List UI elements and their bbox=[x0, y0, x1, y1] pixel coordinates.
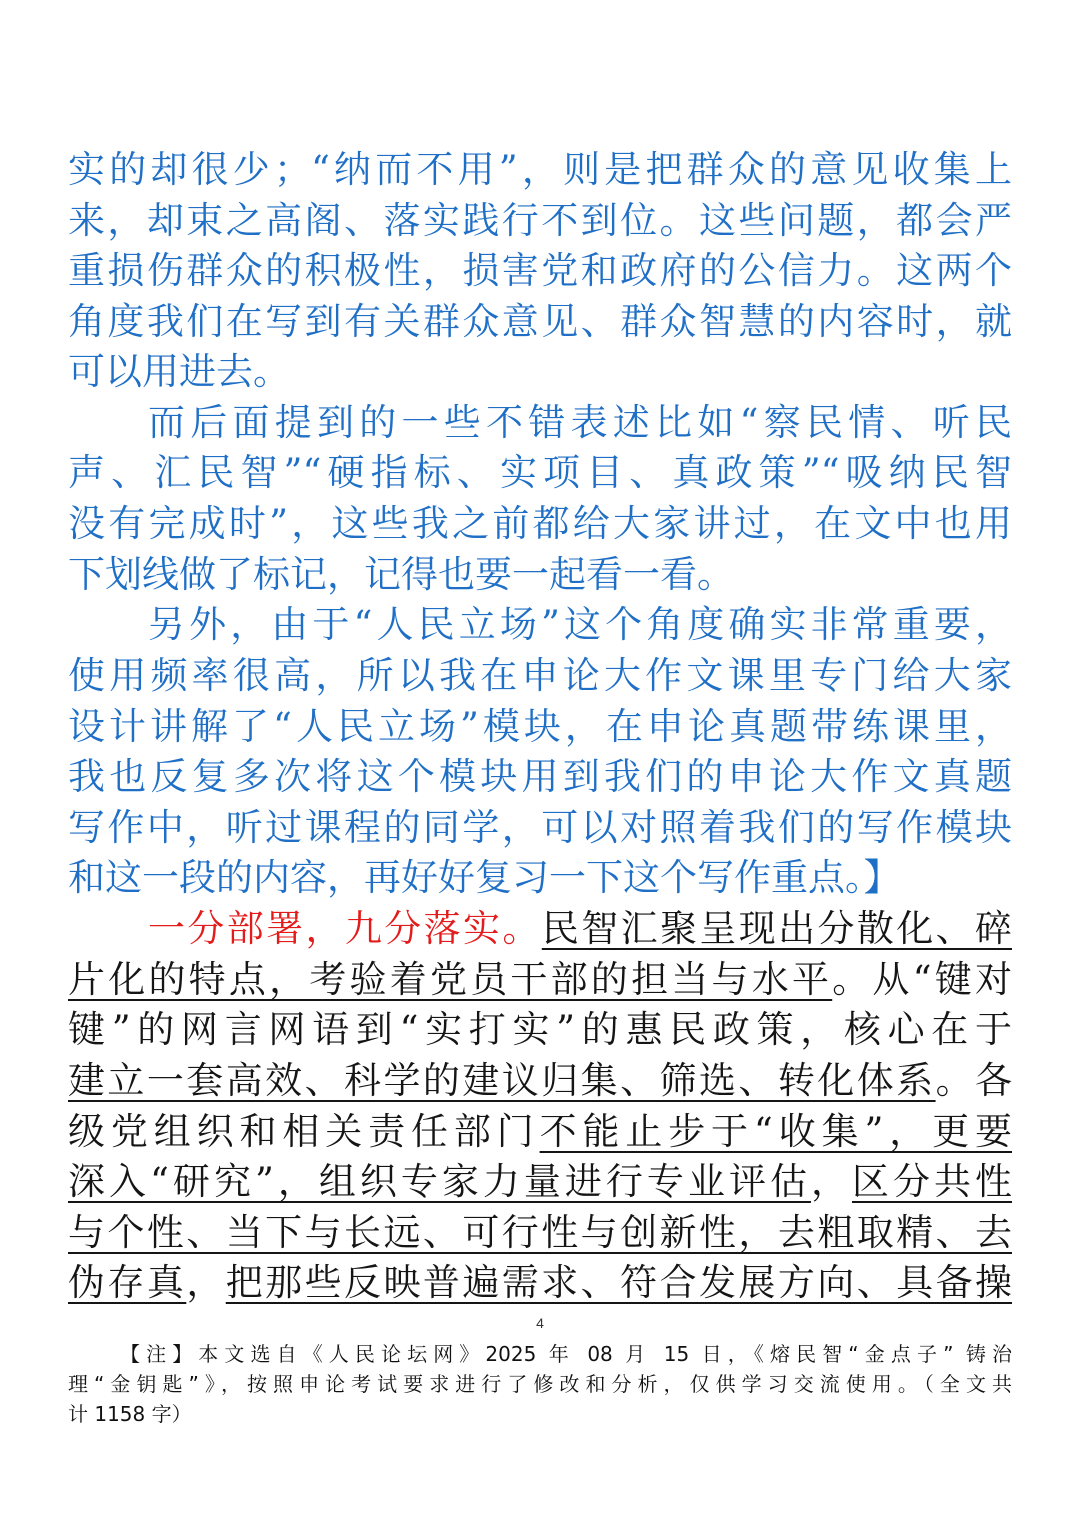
page-number: 4 bbox=[536, 1315, 544, 1331]
commentary-line: 可以用进去。 bbox=[68, 350, 290, 393]
body-line bbox=[68, 905, 1012, 953]
body-text: ， bbox=[186, 1261, 226, 1304]
underlined-phrase: 不能止步于“收集”，更要 bbox=[539, 1110, 1012, 1153]
body-text: 。各 bbox=[935, 1059, 1012, 1102]
underlined-phrase: 与个性、当下与长远、可行性与创新性，去粗取精、去 bbox=[68, 1211, 1012, 1254]
underlined-phrase: 深入“研究”，组织专家力量进行专业评估 bbox=[68, 1160, 811, 1203]
commentary-line: 设计讲解了“人民立场”模块，在申论真题带练课里， bbox=[68, 705, 1012, 748]
section-heading: 一分部署，九分落实。 bbox=[148, 907, 542, 950]
commentary-line: 来，却束之高阁、落实践行不到位。这些问题，都会严 bbox=[68, 199, 1012, 242]
commentary-line: 写作中，听过课程的同学，可以对照着我们的写作模块 bbox=[68, 806, 1012, 849]
underlined-phrase: 伪存真 bbox=[68, 1261, 187, 1304]
body-line bbox=[68, 956, 1012, 1004]
body-text: 。从“键对 bbox=[832, 958, 1012, 1001]
commentary-line: 和这一段的内容，再好好复习一下这个写作重点。】 bbox=[68, 856, 901, 899]
footnote-line: 计 1158 字） bbox=[68, 1402, 192, 1426]
commentary-line: 另外，由于“人民立场”这个角度确实非常重要， bbox=[148, 603, 1012, 646]
underlined-phrase: 片化的特点，考验着党员干部的担当与水平 bbox=[68, 958, 833, 1001]
commentary-line: 声、汇民智”“硬指标、实项目、真政策”“吸纳民智 bbox=[68, 451, 1012, 494]
commentary-line: 使用频率很高，所以我在申论大作文课里专门给大家 bbox=[68, 654, 1012, 697]
commentary-line: 角度我们在写到有关群众意见、群众智慧的内容时，就 bbox=[68, 300, 1012, 343]
footnote-line: 理“金钥匙”》，按照申论考试要求进行了修改和分析，仅供学习交流使用。（全文共 bbox=[68, 1372, 1012, 1396]
body-line bbox=[68, 1259, 1012, 1307]
commentary-line: 重损伤群众的积极性，损害党和政府的公信力。这两个 bbox=[68, 249, 1012, 292]
body-line bbox=[68, 1057, 1012, 1105]
body-line: 键”的网言网语到“实打实”的惠民政策，核心在于 bbox=[68, 1008, 1012, 1051]
body-text: 级党组织和相关责任部门 bbox=[68, 1110, 540, 1153]
commentary-line: 我也反复多次将这个模块用到我们的申论大作文真题 bbox=[68, 755, 1012, 798]
commentary-line: 实的却很少；“纳而不用”，则是把群众的意见收集上 bbox=[68, 148, 1012, 191]
commentary-line: 而后面提到的一些不错表述比如“察民情、听民 bbox=[148, 401, 1012, 444]
underlined-phrase: 民智汇聚呈现出分散化、碎 bbox=[541, 907, 1012, 950]
body-line bbox=[68, 1158, 1012, 1206]
underlined-phrase: 区分共性 bbox=[851, 1160, 1012, 1203]
body-line bbox=[68, 1108, 1012, 1156]
commentary-line: 没有完成时”，这些我之前都给大家讲过，在文中也用 bbox=[68, 502, 1012, 545]
body-text: ， bbox=[810, 1160, 852, 1203]
commentary-line: 下划线做了标记，记得也要一起看一看。 bbox=[68, 553, 734, 596]
underlined-phrase: 建立一套高效、科学的建议归集、筛选、转化体系 bbox=[68, 1059, 936, 1102]
footnote-line: 【注】本文选自《人民论坛网》2025 年 08 月 15 日，《熔民智“金点子” 铸治 bbox=[120, 1342, 1012, 1366]
body-line bbox=[68, 1209, 1012, 1257]
underlined-phrase: 把那些反映普遍需求、符合发展方向、具备操 bbox=[225, 1261, 1012, 1304]
